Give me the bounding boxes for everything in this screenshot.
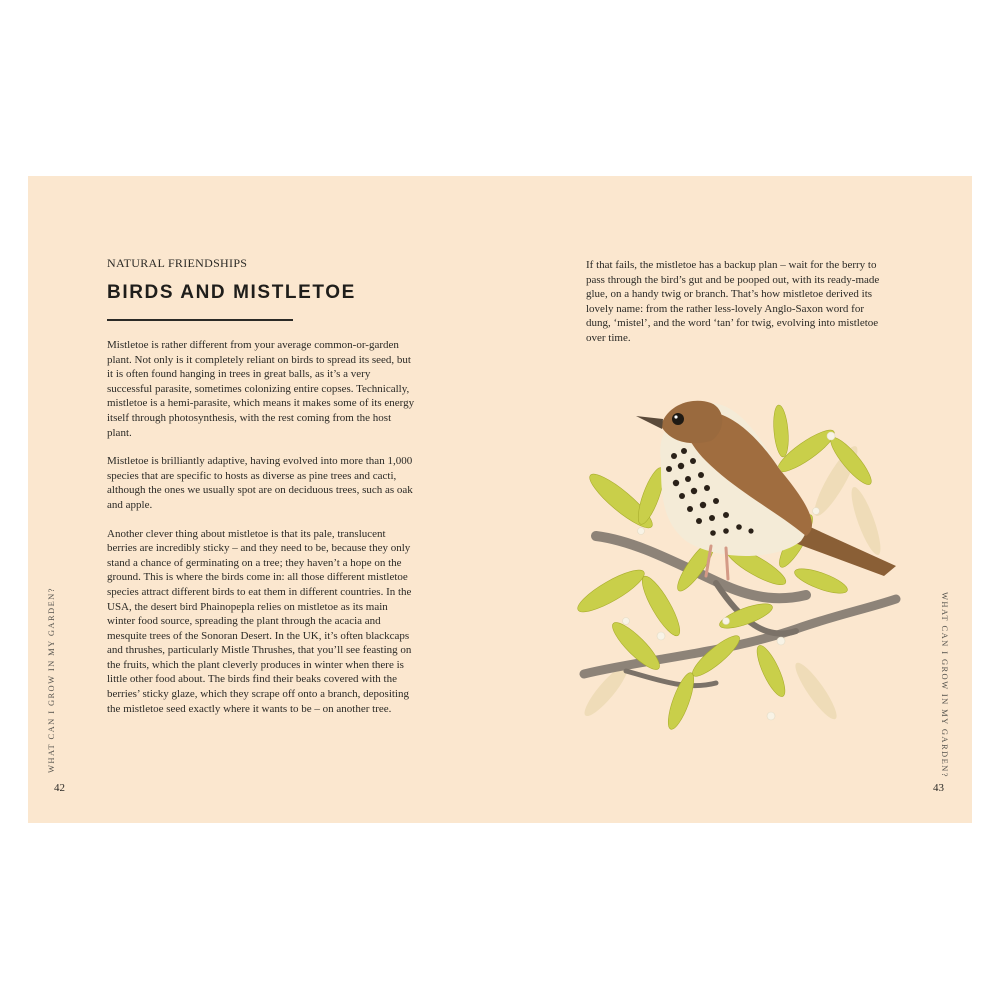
- page-number-right: 43: [933, 782, 944, 794]
- right-body-text: [586, 258, 882, 360]
- running-head-left: WHAT CAN I GROW IN MY GARDEN?: [46, 587, 56, 773]
- paragraph: Mistletoe is brilliantly adaptive, having evolved into more than 1,000 species that are specific to hosts as diverse as pine trees and cacti, although the ones we usually spot are on deciduous trees, such as oak and apple.: [107, 455, 413, 511]
- paragraph: Another clever thing about mistletoe is that its pale, translucent berries are incredibly sticky – and they need to be, because they only stand a chance of germinating on a tree; they haven’t a hope on the ground. This is where the birds come in: all those different mistletoe species attract different birds to eat them in different countries. In the USA, the desert bird Phainopepla relies on mistletoe as its main winter food source, spreading the plant through the acacia and mesquite trees of the Sonoran Desert. In the UK, it’s often blackcaps and thrushes, particularly Mistle Thrushes, that you’ll see feasting on the fruits, which the plant cleverly produces in winter when there is little other food about. The birds find their beaks covered with the berries’ sticky glaze, which they scrape off onto a branch, depositing the mistletoe seed exactly where it wants to be – on another tree.: [107, 527, 412, 715]
- paragraph: Mistletoe is rather different from your average common-or-garden plant. Not only is it completely reliant on birds to spread its seed, but it is often found hanging in trees in great balls, as it’s a very successful parasite, sometimes colonizing entire copses. Technically, mistletoe is a hemi-parasite, which means it makes some of its energy itself through photosynthesis, with the rest coming from the host plant.: [107, 339, 415, 439]
- running-head-right: WHAT CAN I GROW IN MY GARDEN?: [940, 592, 950, 778]
- book-spread: [28, 176, 972, 823]
- page-title: BIRDS AND MISTLETOE: [107, 282, 356, 303]
- thrush-eye: [672, 413, 684, 425]
- thrush-beak: [636, 416, 663, 429]
- section-label: NATURAL FRIENDSHIPS: [107, 256, 248, 270]
- thrush-mistletoe-illustration: [566, 391, 911, 751]
- paragraph: If that fails, the mistletoe has a backup plan – wait for the berry to pass through the bird’s gut and be pooped out, with its ready-made glue, on a handy twig or branch. That’s how mistletoe derived its lovely name: from the rather less-lovely Anglo-Saxon word for dung, ‘mistel’, and the word ‘tan’ for twig, evolving into mistletoe over time.: [586, 259, 880, 344]
- page-number-left: 42: [54, 782, 65, 794]
- left-body-text: [107, 338, 417, 730]
- title-rule: [107, 319, 293, 321]
